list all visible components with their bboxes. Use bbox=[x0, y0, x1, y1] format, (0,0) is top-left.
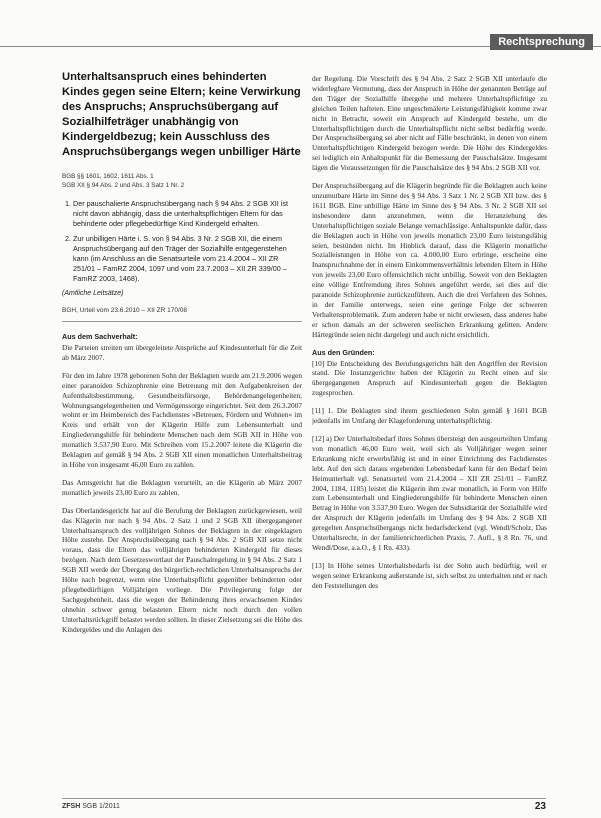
left-column bbox=[62, 70, 302, 790]
reasons-heading: Aus den Gründen: bbox=[312, 347, 375, 357]
journal-name: ZFSH bbox=[62, 803, 81, 810]
headnotes-list bbox=[62, 199, 302, 284]
reasons-paragraph: [10] Die Entscheidung des Berufungsgerichts hält den Angriffen der Revision stand. Die Instanzgerichte haben der Klägerin zu Recht einen auf sie übergegangenen Anspruch auf Kindesunterhalt gegen die Beklagten zugesprochen. bbox=[312, 358, 547, 398]
body-paragraph: Das Amtsgericht hat die Beklagten verurteilt, an die Klägerin ab März 2007 monatlich jeweils 23,00 Euro zu zahlen. bbox=[62, 477, 302, 497]
headnote-item: 1. Der pauschalierte Anspruchsübergang nach § 94 Abs. 2 SGB XII ist nicht davon abhängig, dass die unterhaltspflichtigen Eltern für das behinderte oder pflegebedürftige Kind Kindergeld erhalten. bbox=[73, 199, 302, 229]
right-column bbox=[312, 74, 547, 790]
footer-rule bbox=[62, 798, 546, 799]
legal-norms bbox=[62, 172, 302, 190]
reasons-paragraph: [12] a) Der Unterhaltsbedarf ihres Sohnes übersteigt den ausgeurteilten Umfang von monatlich 46,00 Euro weit, weil sich als Volljähriger wegen seiner Erkrankung nicht erwerbsfähig ist und in einer Einrichtung des Fachdienstes lebt. Auf den sich daraus ergebenden Lebensbedarf kann für den Bedarf beim Heimunterhalt vgl. Senatsurteil vom 21.4.2004 – XII ZR 251/01 – FamRZ 2004, 1184, 1185) leistet die Klägerin ihm zwar monatlich, in Form von Hilfe zum Lebensunterhalt und Eingliederungshilfe für behinderte Menschen einen Betrag in Höhe von 3.537,90 Euro. Wegen der Subsidiarität der Sozialhilfe wird der Anspruch der Klägerin jedenfalls im Umfang des § 94 Abs. 2 SGB XII geregelten Anspruchsübergangs nicht bedarfsdeckend (vgl. Wendl/Scholz, Das Unterhaltsrecht, in der familienrichterlichen Praxis, 7. Aufl., § 8 Rn. 76, und Wendl/Dose, a.a.O., § 1 Rn. 433). bbox=[312, 434, 547, 552]
court-citation: BGH, Urteil vom 23.6.2010 – XII ZR 170/08 bbox=[62, 306, 302, 322]
headnote-item: 2. Zur unbilligen Härte i. S. von § 94 Abs. 3 Nr. 2 SGB XII, die einem Anspruchsübergang auf den Träger der Sozialhilfe entgegenstehen kann (im Anschluss an die Senatsurteile vom 21.4.2004 – XII ZR 251/01 – FamRZ 2004, 1097 und vom 23.7.2003 – XII ZR 339/00 – FamRZ 2003, 1468). bbox=[73, 234, 302, 284]
body-paragraph: Die Parteien streiten um übergeleitete Ansprüche auf Kindesunterhalt für die Zeit ab März 2007. bbox=[62, 343, 302, 362]
reasons-paragraph: [11] 1. Die Beklagten sind ihrem geschiedenen Sohn gemäß § 1601 BGB jedenfalls im Umfang der Klageforderung unterhaltspflichtig. bbox=[312, 406, 547, 426]
norm-line: SGB XII § 94 Abs. 2 und Abs. 3 Satz 1 Nr. 2 bbox=[62, 182, 185, 189]
facts-heading: Aus dem Sachverhalt: bbox=[62, 332, 138, 341]
section-tag: Rechtsprechung bbox=[490, 34, 593, 50]
body-paragraph: Der Anspruchsübergang auf die Klägerin begründe für die Beklagten auch keine unzumutbare Härte im Sinne des § 94 Abs. 3 Satz 1 Nr. 2 SGB XII bzw. des § 1611 BGB. Eine unbillige Härte im Sinne des § 94 Abs. 3 Nr. 2 SGB XII sei insbesondere dann anzunehmen, wenn die Heranziehung des Unterhaltspflichtigen soziale Belange vernachlässige. Anhaltspunkte dafür, dass die Beklagten auch in Höhe von jeweils monatlich 23,00 Euro leistungsfähig seien, bestünden nicht. Im Hinblick darauf, dass die Klägerin monatliche Sozialleistungen in Höhe von ca. 4.000,00 Euro erbringe, erscheine eine Inanspruchnahme der in einem Einkommensverhältnis lebenden Eltern in Höhe von jeweils 23,00 Euro offensichtlich nicht unbillig. Soweit von den Beklagten eine völlige Entfremdung ihres Sohnes angeführt werde, sei dies auf die paranoide Schizophrenie zurückzuführen. Auch die drei Verfahren des Sohnes, in der Familie unterwegs, seien eine geringe Folge der schweren Verhaltensproblematik. Zum anderen habe er nicht erwiesen, dass anderes habe er schon damals an der schweren seelischen Erkrankung gelitten. Andere Härtegründe seien nicht dargelegt und auch nicht ersichtlich. bbox=[312, 181, 547, 339]
page-number: 23 bbox=[534, 801, 546, 812]
footer-journal bbox=[62, 803, 120, 810]
body-paragraph: Das Oberlandesgericht hat auf die Berufung der Beklagten zurückgewiesen, weil das Klägerin nur nach § 94 Abs. 2 Satz 1 und 2 SGB XII übergegangener Unterhaltsanspruch des volljährigen Sohnes der Beklagten in der eingeklagten Höhe zustehe. Der Anspruchsübergang nach § 94 Abs. 2 SGB XII setze nicht voraus, dass die Eltern das volljährigen behinderten Kindergeld für dieses bezögen. Nach dem Gesetzeswortlaut der Pauschalregelung in § 94 Abs. 2 Satz 1 SGB XII werde der Übergang des bürgerlich-rechtlichen Unterhaltsanspruchs der Höhe nach begrenzt, wenn eine Unterhaltspflicht gegenüber behinderten oder pflegebedürftigen Volljährigen vorliege. Die Privilegierung folge der Sachgegebenheit, dass die wegen der Behinderung ihres erwachsenen Kindes ohnehin schwer genug belasteten Eltern nicht noch durch den vollen Unterhaltsrückgriff belastet werden sollten. In dieser Zielsetzung sei die Höhe des Kindergeldes und die Anlagen des bbox=[62, 505, 302, 634]
official-headnotes-label: (Amtliche Leitsätze) bbox=[62, 290, 124, 297]
body-paragraph: Für den im Jahre 1978 geborenen Sohn der Beklagten wurde am 21.9.2006 wegen einer paranoiden Schizophrenie eine Betreuung mit den Aufgabenkreisen der Aufenthaltsbestimmung, Gesundheitsfürsorge, Behördenangelegenheiten, Wohnungsangelegenheiten und Vermögenssorge eingerichtet. Seit dem 26.3.2007 wohnt er im Heimbereich des Fachdienstes »Betreuen, Fördern und Wohnen« im Kreis und erhält von der Klägerin Hilfe zum Lebensunterhalt und Eingliederungshilfe für behinderte Menschen nach dem SGB XII in Höhe von monatlich 3.537,90 Euro. Mit Schreiben vom 15.2.2007 leitete die Klägerin die Beklagten auf gemäß § 94 Abs. 2 SGB XII einen monatlichen Unterhaltsbeitrag in Höhe von insgesamt 46,00 Euro zu zahlen. bbox=[62, 370, 302, 469]
article-title: Unterhaltsanspruch eines behinderten Kindes gegen seine Eltern; keine Verwirkung des Anspruchs; Anspruchsübergang auf Sozialhilfeträger unabhängig von Kindergeldbezug; kein Ausschluss des Anspruchsübergangs wegen unbilliger Härte bbox=[62, 71, 301, 158]
body-paragraph: der Regelung. Die Vorschrift des § 94 Abs. 2 Satz 2 SGB XII unterlaufe die widerlegbare Vermutung, dass der Anspruch in Höhe der genannten Beträge auf den Träger der Sozialhilfe übergehe und mehrere Unterhaltspflichtige zu gleichen Teilen hafteten. Eine ungeschmälerte Leistungsfähigkeit komme zwar nicht in Betracht, soweit ein Anspruch auf Kindergeld bestehe, um die Unterhaltspflichtigen durch die Unterhaltspflicht nicht selbst bedürftig werde. Der Anspruchsübergang sei aber nicht auf Fälle beschränkt, in denen von einem Unterhaltspflichtigen Kindergeld bezogen werde. Die Höhe des Kindergeldes sei lediglich ein Anhaltspunkt für die Bemessung der Pauschalsätze. Insgesamt lägen die Voraussetzungen für die Pauschalsätze des § 94 Abs. 2 SGB XII vor. bbox=[312, 74, 547, 173]
reasons-paragraph: [13] In Höhe seines Unterhaltsbedarfs ist der Sohn auch bedürftig, weil er wegen seiner Erkrankung außerstande ist, sich selbst zu unterhalten und er nach den Feststellungen des bbox=[312, 560, 547, 590]
journal-issue: SGB 1/2011 bbox=[82, 803, 120, 810]
norm-line: BGB §§ 1601, 1602, 1611 Abs. 1 bbox=[62, 173, 154, 180]
